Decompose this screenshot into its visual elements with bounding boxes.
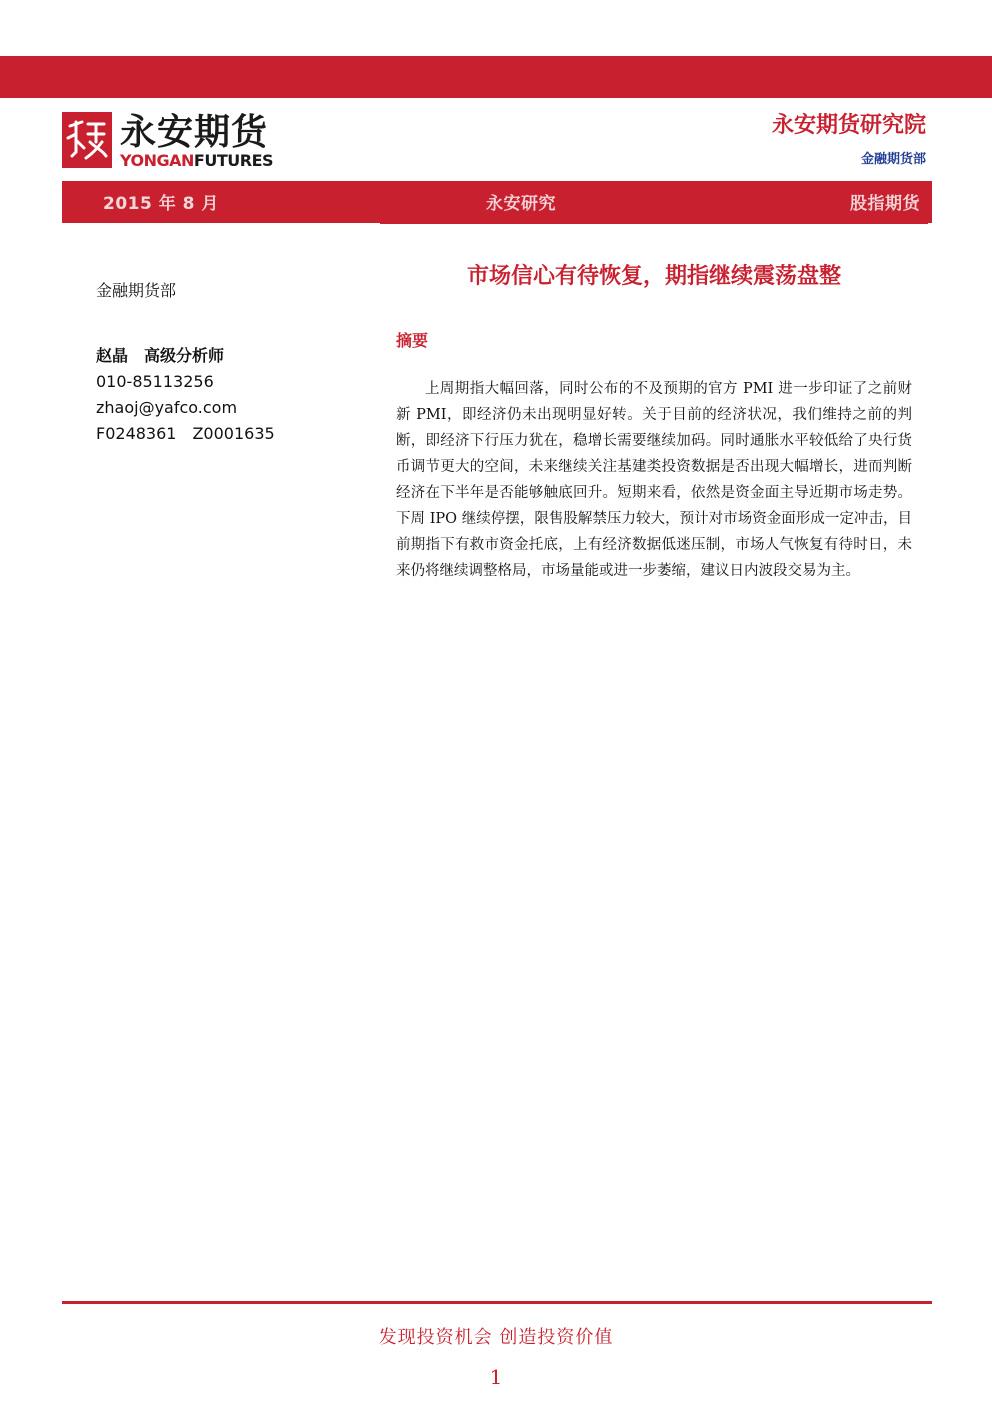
report-date: 2015 年 8 月 xyxy=(103,194,219,214)
analyst-email: zhaoj@yafco.com xyxy=(96,398,238,417)
yongan-logo-icon xyxy=(62,112,112,168)
footer-divider xyxy=(62,1301,932,1304)
report-title: 市场信心有待恢复，期指继续震荡盘整 xyxy=(466,263,841,289)
abstract-heading: 摘要 xyxy=(396,331,429,350)
abstract-body: 上周期指大幅回落，同时公布的不及预期的官方 PMI 进一步印证了之前财新 PMI，即经济仍未出现明显好转。关于目前的经济状况，我们维持之前的判断，即经济下行压力犹在，稳增长需要继续加码。同时通胀水平较低给了央行货币调节更大的空间，未来继续关注基建类投资数据是否出现大幅增长，进而判断经济在下半年是否能够触底回升。短期来看，依然是资金面主导近期市场走势。下周 IPO 继续停摆，限售股解禁压力较大，预计对市场资金面形成一定冲击，目前期指下有救市资金托底，上有经济数据低迷压制，市场人气恢复有待时日，未来仍将继续调整格局，市场量能或进一步萎缩，建议日内波段交易为主。 xyxy=(396,381,912,579)
analyst-licenses: F0248361 Z0001635 xyxy=(96,424,275,443)
sidebar-department: 金融期货部 xyxy=(96,281,177,300)
logo-en-text xyxy=(120,152,273,170)
department-label: 金融期货部 xyxy=(860,152,926,167)
analyst-name: 赵晶 高级分析师 xyxy=(96,346,225,365)
logo-en-part1: YONGAN xyxy=(120,151,194,170)
report-section: 永安研究 xyxy=(486,194,556,214)
band-underline xyxy=(380,223,928,224)
page-number: 1 xyxy=(489,1365,503,1389)
footer-slogan: 发现投资机会 创造投资价值 xyxy=(378,1327,614,1348)
logo-en-part2: FUTURES xyxy=(193,151,274,170)
report-category: 股指期货 xyxy=(850,194,920,214)
logo-cn-text: 永安期货 xyxy=(120,112,269,153)
institute-name: 永安期货研究院 xyxy=(771,112,926,138)
analyst-phone: 010-85113256 xyxy=(96,372,214,391)
top-banner xyxy=(0,56,992,98)
